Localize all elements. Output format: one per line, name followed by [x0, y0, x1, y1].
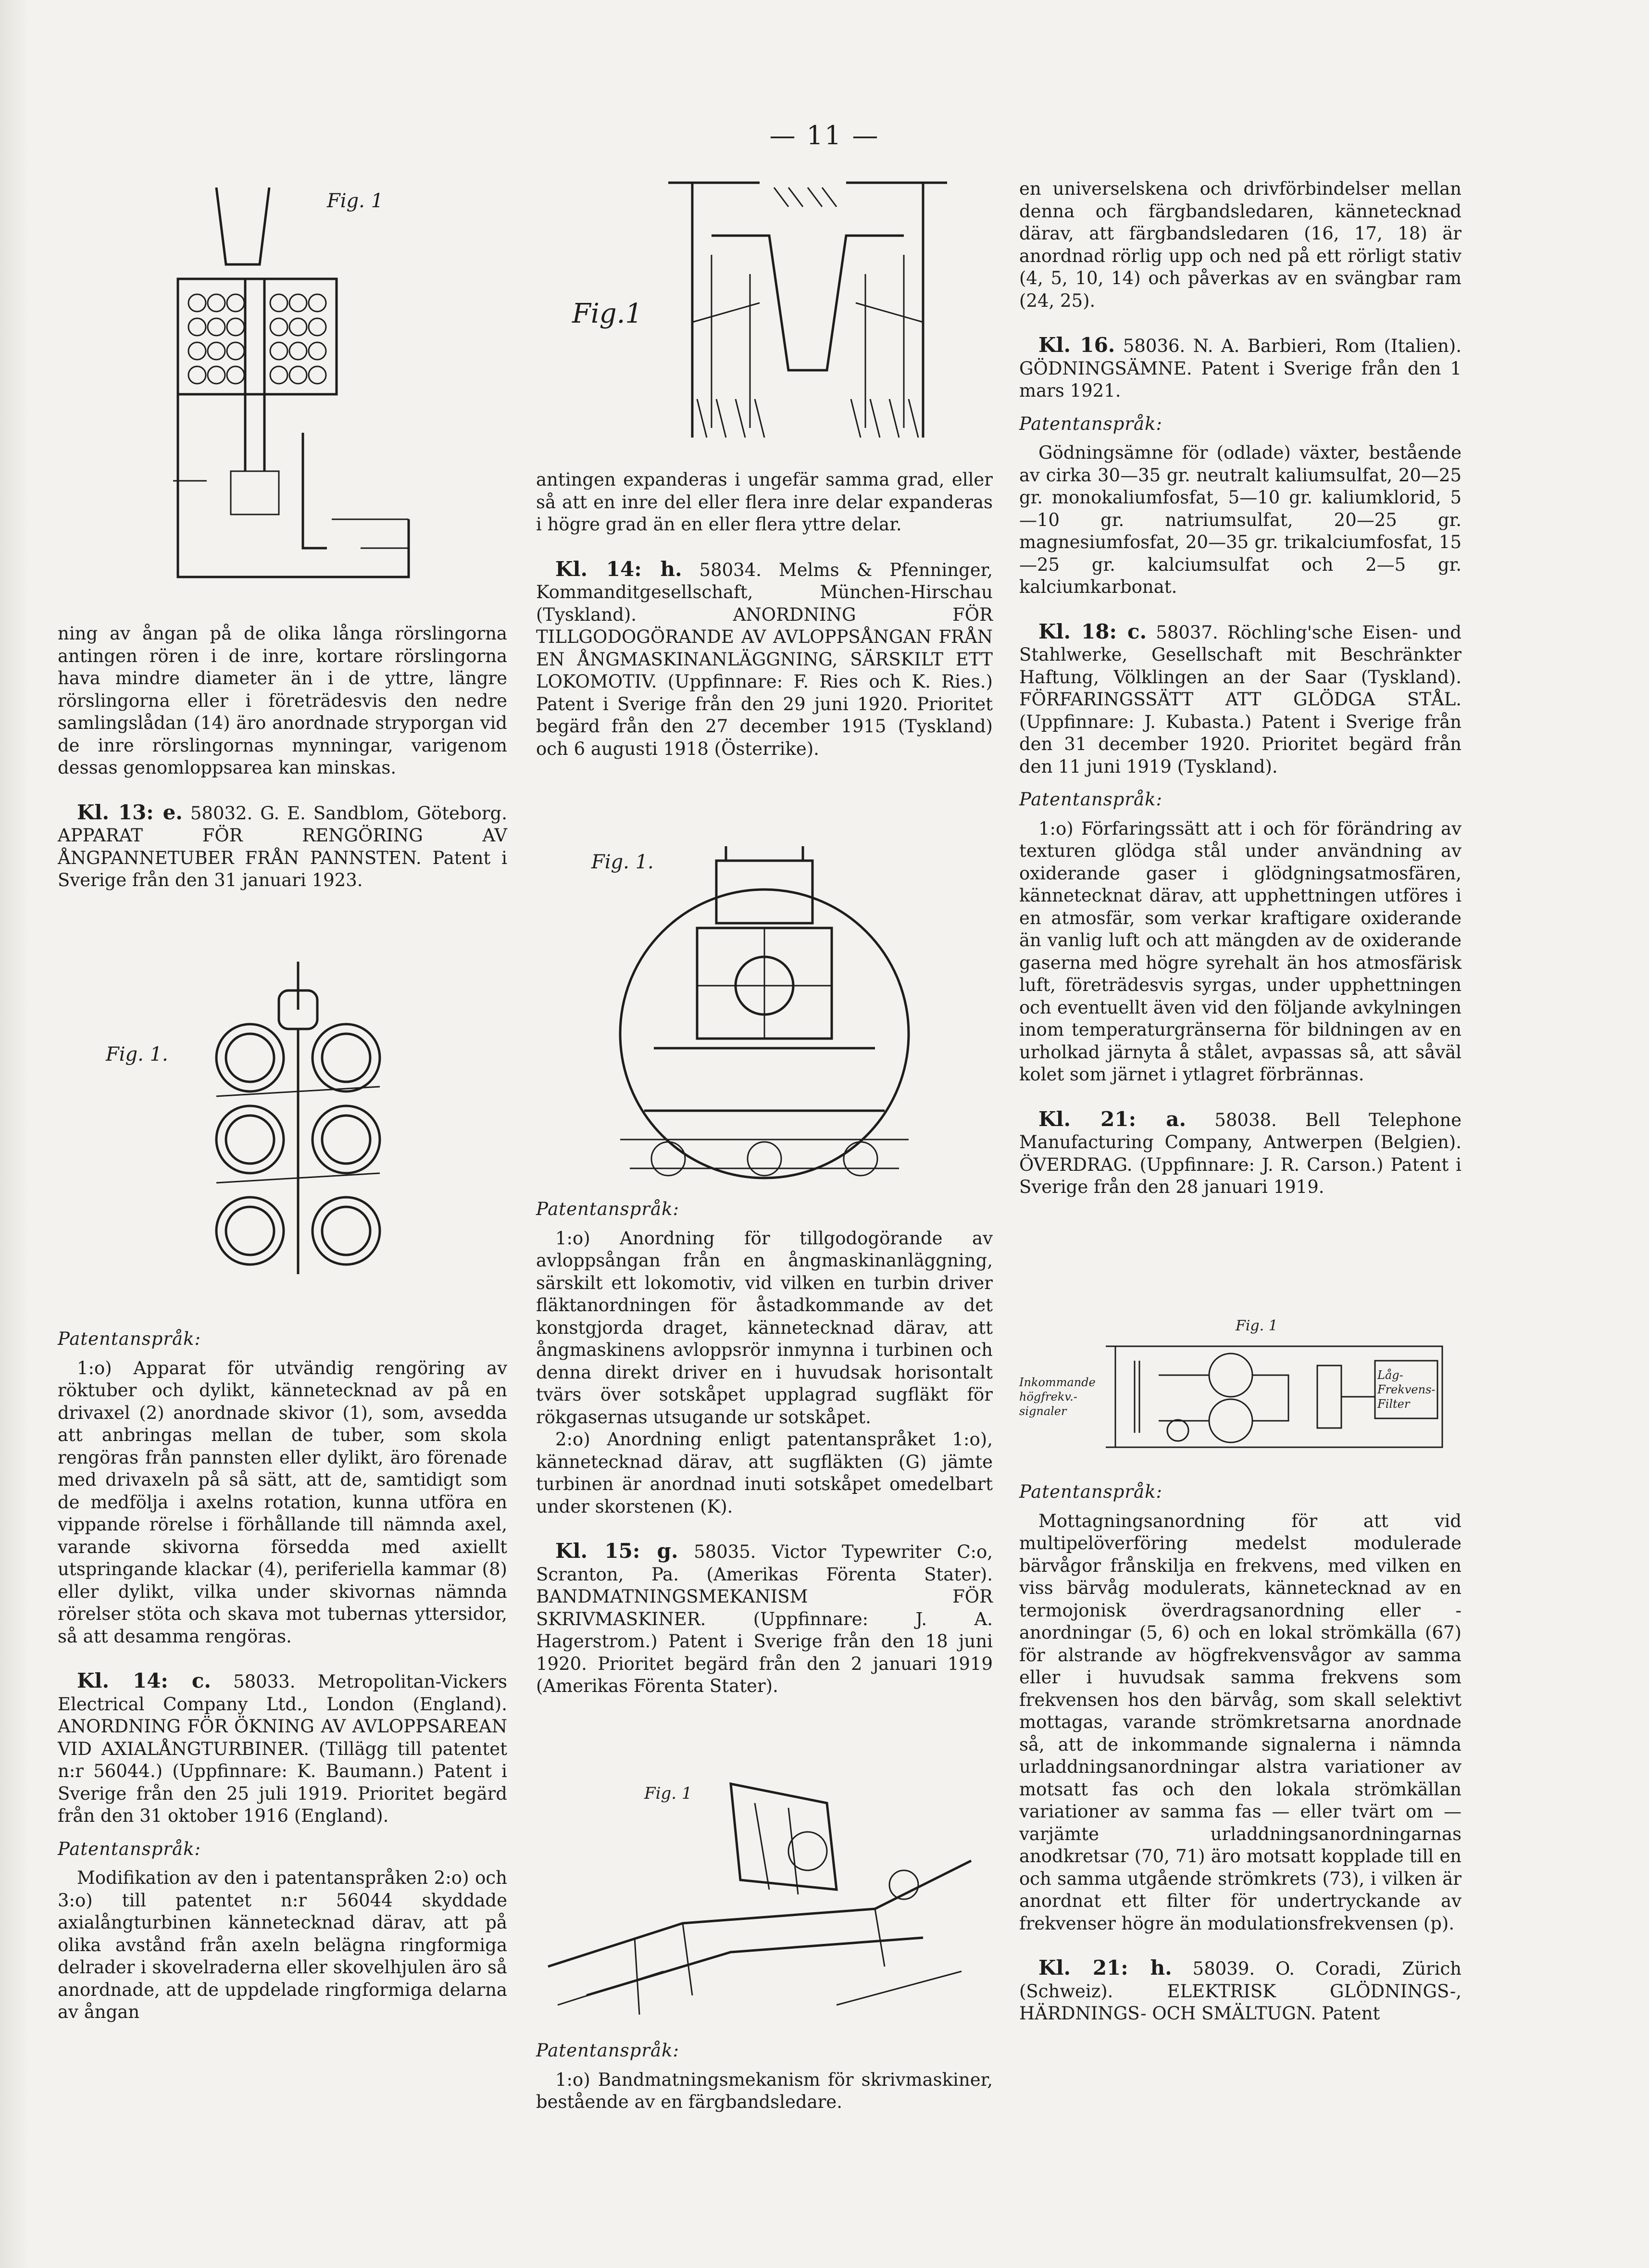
column-2-bottom: [536, 2029, 993, 2114]
patent-entry: [536, 558, 993, 761]
entry-heading: 58032. G. E. Sandblom, Göteborg. APPARAT FÖR RENGÖRING AV ÅNGPANNETUBER FRÅN PANNSTEN. Patent i Sverige från den 31 januari 1923.: [58, 802, 507, 890]
claims-heading: Patentanspråk:: [1019, 789, 1162, 810]
class-label: Kl. 21: a.: [1038, 1107, 1187, 1131]
class-label: Kl. 13: e.: [77, 800, 183, 824]
paragraph: en universelskena och drivförbindelser mellan denna och färgbandsledaren, kännetecknad därav, att färgbandsledaren (16, 17, 18) är anordnad rörlig upp och ned på ett rörligt stativ (4, 5, 10, 14) och påverkas av en svängbar ram (24, 25).: [1019, 178, 1462, 311]
figure-tube-cleaner: [154, 962, 423, 1289]
entry-heading: 58034. Melms & Pfenninger, Kommanditgesellschaft, München-Hirschau (Tyskland). ANORDNING FÖR TILLGODOGÖRANDE AV AVLOPPSÅNGAN FRÅN EN ÅNGMASKINANLÄGGNING, SÄRSKILT ETT LOKOMOTIV. (Uppfinnare: F. Ries och K. Ries.) Patent i Sverige från den 29 juni 1920. Prioritet begärd från den 27 december 1915 (Tyskland) och 6 augusti 1918 (Österrike).: [536, 559, 993, 759]
figure-typewriter-mechanism: [538, 1765, 986, 2034]
claims-text: 1:o) Apparat för utvändig rengöring av röktuber och dylikt, kännetecknad av på en drivaxel (2) anordnade skivor (1), som, avsedda att anbringas mellan de tuber, som skola rengöras från pannsten eller dylikt, äro förenade med drivaxeln på så sätt, att de, samtidigt som de medfölja i axelns rotation, kunna utföra en vippande rörelse i förhållande till nämnda axel, varande skivorna försedda med axiellt utspringande klackar (4), periferiella kammar (8) eller dylikt, vilka under skivornas nämnda rörelser stöta och skava mot tubernas yttersidor, så att desamma rengöras.: [58, 1357, 507, 1647]
figure-label: Fig. 1: [644, 1784, 692, 1803]
scan-edge-left: [0, 0, 29, 2268]
claims-text: 2:o) Anordning enligt patentanspråket 1:o), kännetecknad därav, att sugfläkten (G) jämte turbinen är anordnad inuti sotskåpet omedelbart under skorstenen (K).: [536, 1429, 993, 1517]
figure-label: Fig.1: [572, 298, 643, 329]
claims-heading: Patentanspråk:: [58, 1838, 201, 1859]
patent-entry: [58, 802, 507, 892]
column-1: [58, 623, 507, 892]
entry-heading: 58033. Metropolitan-Vickers Electrical Company Ltd., London (England). ANORDNING FÖR ÖKNING AV AVLOPPSAREAN VID AXIALÅNGTURBINER. (Tillägg till patentet n:r 56044.) (Uppfinnare: K. Baumann.) Patent i Sverige från den 25 juli 1919. Prioritet begärd från den 31 oktober 1916 (England).: [58, 1671, 508, 1826]
claims-text: 1:o) Bandmatningsmekanism för skrivmaskiner, bestående av en färgbandsledare.: [536, 2069, 993, 2112]
class-label: Kl. 16.: [1038, 333, 1115, 357]
paragraph: antingen expanderas i ungefär samma grad, eller så att en inre del eller flera inre delar expanderas i högre grad än en eller flera yttre delar.: [536, 469, 993, 535]
entry-heading: 58038. Bell Telephone Manufacturing Company, Antwerpen (Belgien). ÖVERDRAG. (Uppfinnare: J. R. Carson.) Patent i Sverige från den 28 januari 1919.: [1019, 1109, 1462, 1197]
page-number: — 11 —: [769, 120, 880, 150]
entry-heading: 58039. O. Coradi, Zürich (Schweiz). ELEKTRISK GLÖDNINGS-, HÄRDNINGS- OCH SMÄLTUGN. Patent: [1019, 1958, 1462, 2024]
class-label: Kl. 15: g.: [555, 1539, 678, 1563]
column-3: [1019, 178, 1462, 1199]
claims-text: Gödningsämne för (odlade) växter, bestående av cirka 30—35 gr. neutralt kaliumsulfat, 20—25 gr. monokaliumfosfat, 5—10 gr. kaliumklorid, 5—10 gr. natriumsulfat, 20—25 gr. magnesiumfosfat, 20—35 gr. trikalciumfosfat, 15—25 gr. kalciumsulfat och 2—5 gr. kalciumkarbonat.: [1019, 442, 1462, 597]
column-2-lower: [536, 1188, 993, 1698]
patent-entry: [58, 1670, 507, 2024]
claims-heading: Patentanspråk:: [1019, 413, 1162, 434]
figure-label: Inkommande högfrekv.-signaler: [1019, 1376, 1096, 1418]
figure-label: Fig. 1: [327, 190, 384, 212]
entry-heading: 58037. Röchling'sche Eisen- und Stahlwerke, Gesellschaft mit Beschränkter Haftung, Völklingen an der Saar (Tyskland). FÖRFARINGSSÄTT ATT GLÖDGA STÅL. (Uppfinnare: J. Kubasta.) Patent i Sverige från den 31 december 1920. Prioritet begärd från den 11 juni 1919 (Tyskland).: [1019, 622, 1462, 777]
paragraph: ning av ångan på de olika långa rörslingorna antingen rören i de inre, kortare rörslingorna hava mindre diameter än i de yttre, längre rörslingorna eller i företrädesvis den nedre samlingslådan (14) äro anordnade stryporgan vid de inre rörslingornas mynningar, varigenom dessas genomloppsarea kan minskas.: [58, 623, 507, 778]
claims-heading: Patentanspråk:: [1019, 1481, 1162, 1502]
entry-heading: 58036. N. A. Barbieri, Rom (Italien). GÖDNINGSÄMNE. Patent i Sverige från den 1 mars 1921.: [1019, 336, 1462, 401]
figure-smokebox-fan: [572, 841, 957, 1188]
class-label: Kl. 14: h.: [555, 557, 682, 581]
patent-entry: [536, 1540, 993, 1698]
patent-entry: [1019, 334, 1462, 599]
column-2: [536, 469, 993, 760]
column-3-lower: [1019, 1481, 1462, 2025]
patent-entry: [1019, 1108, 1462, 1199]
claims-text: Mottagningsanordning för att vid multipelöverföring medelst modulerade bärvågor frånskilja en frekvens, med vilken en viss bärvåg modulerats, kännetecknad av en termojonisk överdragsanordning eller -anordningar (5, 6) och en lokal strömkälla (67) för alstrande av högfrekvensvågor av samma eller i huvudsak samma frekvens som frekvensen hos den bärvåg, som skall selektivt mottagas, varande strömkretsarna anordnade så, att de inkommande signalerna i nämnda urladdningsanordningar alstra variationer av motsatt fas och den lokala strömkällan variationer av samma fas — eller tvärt om — varjämte urladdningsanordningarnas anodkretsar (70, 71) äro motsatt kopplade till en och samma utgående strömkrets (73), i vilken är anordnat ett filter för undertryckande av frekvenser högre än modulationsfrekvensen (p).: [1019, 1510, 1462, 1934]
claims-heading: Patentanspråk:: [536, 2040, 679, 2061]
claims-text: 1:o) Förfaringssätt att i och för förändring av texturen glödga stål under användning av oxiderande gaser i glödgningsatmosfären, kännetecknat därav, att upphettningen utföres i en atmosfär, som verkar kraftigare oxiderande än vanlig luft och att mängden av de oxiderande gaserna med högre syrehalt än hos atmosfärisk luft, företrädesvis syrgas, under upphettningen och eventuellt även vid den följande avkylningen inom temperaturgränserna för bildningen av en urholkad järnyta å stålet, avpassas så, att såväl kolet som järnet i ytlagret förbrännas.: [1019, 818, 1462, 1085]
entry-heading: 58035. Victor Typewriter C:o, Scranton, Pa. (Amerikas Förenta Stater). BANDMATNINGSMEKANISM FÖR SKRIVMASKINER. (Uppfinnare: J. A. Hagerstrom.) Patent i Sverige från den 18 juni 1920. Prioritet begärd från den 2 januari 1919 (Amerikas Förenta Stater).: [536, 1541, 993, 1696]
claims-heading: Patentanspråk:: [536, 1199, 679, 1219]
class-label: Kl. 14: c.: [77, 1669, 212, 1692]
column-1-lower: [58, 1317, 507, 2024]
figure-label: Låg-Frekvens-Filter: [1377, 1368, 1436, 1411]
claims-heading: Patentanspråk:: [58, 1328, 201, 1349]
figure-label: Fig. 1: [1236, 1317, 1278, 1334]
claims-text: 1:o) Anordning för tillgodogörande av avloppsångan från en ångmaskinanläggning, särskilt ett lokomotiv, vid vilken en turbin driver fläktanordningen för åstadkommande av det konstgjorda draget, kännetecknad därav, att ångmaskinens avloppsrör inmynna i turbinen och denna direkt driver en i huvudsak horisontalt tvärs över sotskåpet upplagrad sugfläkt för rökgasernas utsugande ur sotskåpet.: [536, 1228, 993, 1428]
figure-turbine-section: [663, 178, 952, 447]
class-label: Kl. 21: h.: [1038, 1956, 1172, 1980]
figure-label: Fig. 1.: [106, 1043, 168, 1065]
figure-boiler-coils: [120, 183, 433, 591]
patent-entry: [1019, 621, 1462, 1086]
class-label: Kl. 18: c.: [1038, 619, 1147, 643]
figure-label: Fig. 1.: [591, 851, 654, 873]
claims-text: Modifikation av den i patentanspråken 2:o) och 3:o) till patentet n:r 56044 skyddade axialångturbinen kännetecknad därav, att på olika avstånd från axeln belägna ringformiga delrader i skovelraderna eller skovelhjulen äro så anordnade, att de uppdelade ringformiga delarna av ångan: [58, 1867, 507, 2022]
patent-entry: [1019, 1957, 1462, 2025]
